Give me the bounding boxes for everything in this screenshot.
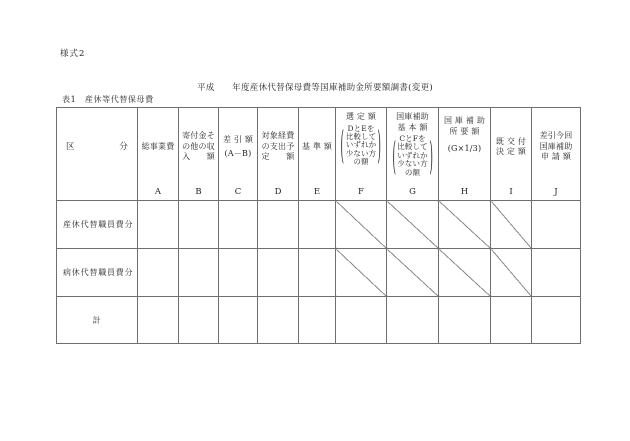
cell-r2-j (532, 249, 581, 297)
column-letter-c: C (234, 187, 242, 197)
column-letter-a: A (154, 187, 162, 197)
cell-r1-h-slashed (439, 201, 491, 249)
col-header-a: 総事業費 A (138, 108, 179, 201)
cell-r2-f-slashed (336, 249, 387, 297)
column-letter-d: D (274, 187, 282, 197)
column-letter-blank (57, 186, 137, 200)
cell-r3-h (439, 297, 491, 344)
kubun-right-label: 分 (119, 141, 128, 152)
main-table (56, 107, 581, 344)
cell-r1-g-slashed (387, 201, 439, 249)
cell-r3-j (532, 297, 581, 344)
cell-r1-b (179, 201, 219, 249)
form-number-label: 様式2 (60, 49, 86, 59)
column-letter-h: H (460, 187, 469, 197)
cell-r1-f-slashed (336, 201, 387, 249)
cell-r2-b (179, 249, 219, 297)
col-header-c: 差 引 額 (A－B) C (219, 108, 258, 201)
cell-r2-d (258, 249, 299, 297)
cell-r3-f (336, 297, 387, 344)
cell-r1-d (258, 201, 299, 249)
cell-r3-e (299, 297, 336, 344)
column-letter-i: I (509, 187, 513, 197)
cell-r2-h-slashed (439, 249, 491, 297)
cell-r1-a (138, 201, 179, 249)
col-header-d: 対象経費 の支出予 定 額 D (258, 108, 299, 201)
row-label-byokyu: 病休代替職員費分 (57, 249, 138, 297)
cell-r2-i-slashed (491, 249, 532, 297)
cell-r2-e (299, 249, 336, 297)
cell-r3-b (179, 297, 219, 344)
col-header-h: 国 庫 補 助 所 要 額 (G×1/3) H (439, 108, 491, 201)
cell-r1-c (219, 201, 258, 249)
col-header-j: 差引今回 国庫補助 申 請 額 J (532, 108, 581, 201)
table-row-byokyu (57, 249, 581, 297)
header-row (57, 108, 581, 201)
cell-r3-c (219, 297, 258, 344)
document-title: 平成 年度産休代替保母費等国庫補助金所要額調書(変更) (196, 83, 434, 93)
kubun-left-label: 区 (66, 141, 75, 152)
column-letter-b: B (195, 187, 202, 197)
column-letter-e: E (313, 187, 321, 197)
open-paren-glyph: ( (340, 122, 345, 169)
table-caption: 表1 産休等代替保母費 (62, 95, 154, 104)
row-label-sankyu: 産休代替職員費分 (57, 201, 138, 249)
cell-r1-e (299, 201, 336, 249)
cell-r3-a (138, 297, 179, 344)
col-header-e: 基 準 額 E (299, 108, 336, 201)
cell-r2-a (138, 249, 179, 297)
cell-r3-d (258, 297, 299, 344)
cell-r2-c (219, 249, 258, 297)
close-paren-glyph: ) (377, 122, 382, 169)
column-letter-j: J (554, 187, 558, 197)
cell-r3-g (387, 297, 439, 344)
col-header-g: 国庫補助 基 本 額 ( CとFを 比較して いずれか 少ない方 の額 ) G (387, 108, 439, 201)
col-header-b: 寄付金そ の他の収 入 額 B (179, 108, 219, 201)
col-header-kubun (57, 108, 138, 201)
table-row-total (57, 297, 581, 344)
cell-r1-j (532, 201, 581, 249)
row-label-total: 計 (57, 297, 138, 344)
column-letter-g: G (409, 187, 416, 197)
close-paren-glyph: ) (429, 133, 433, 179)
column-letter-f: F (358, 187, 364, 197)
table-row-sankyu (57, 201, 581, 249)
col-header-f: 選 定 額 ( DとEを 比較して いずれか 少ない方 の額 ) F (336, 108, 387, 201)
cell-r1-i-slashed (491, 201, 532, 249)
col-header-i: 既 交 付 決 定 額 I (491, 108, 532, 201)
cell-r3-i (491, 297, 532, 344)
open-paren-glyph: ( (392, 133, 396, 179)
cell-r2-g-slashed (387, 249, 439, 297)
